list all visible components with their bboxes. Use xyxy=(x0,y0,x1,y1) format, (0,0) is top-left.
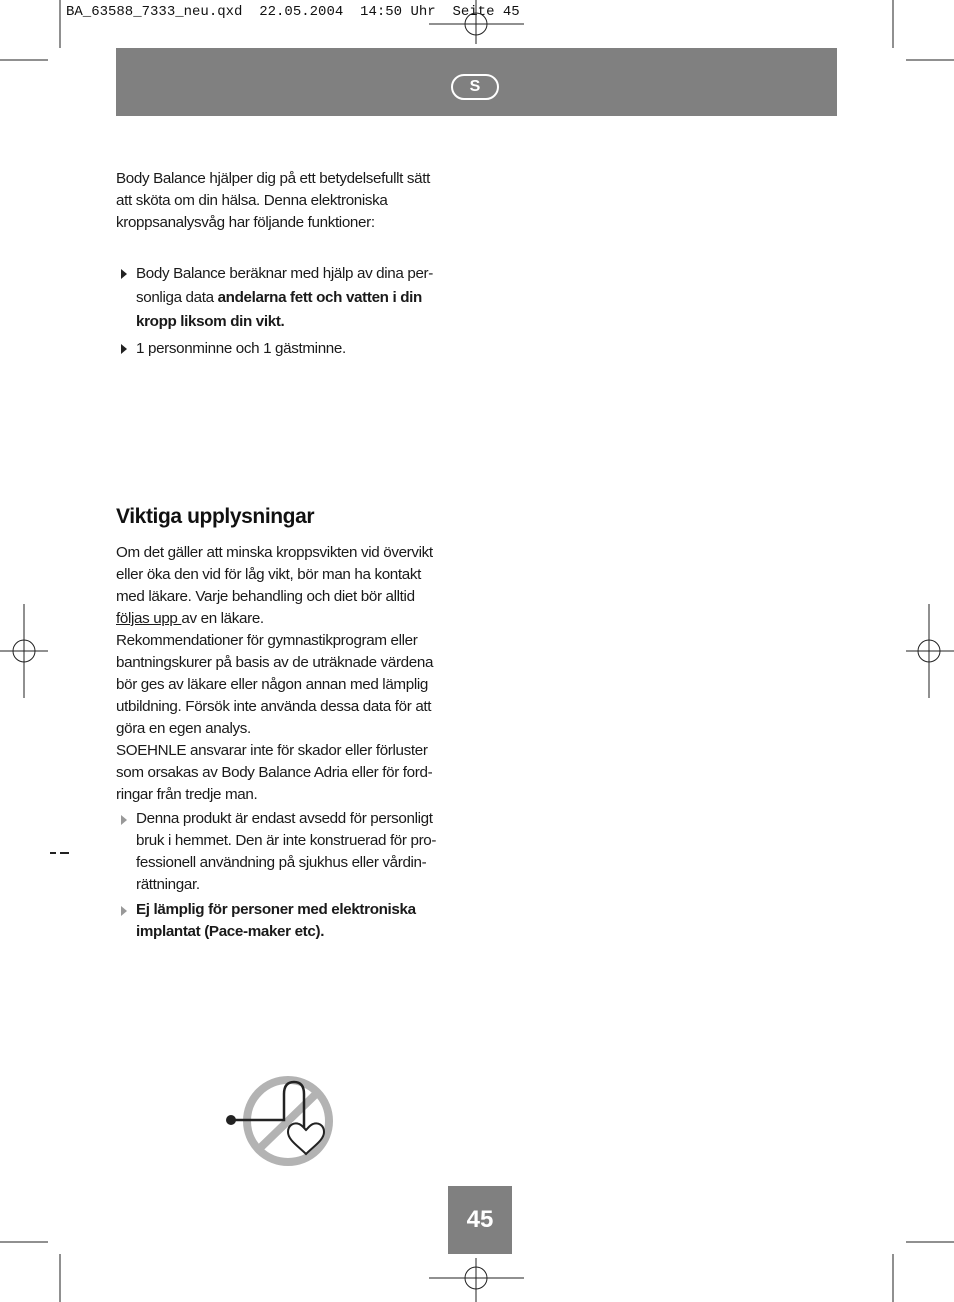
intro-line: att sköta om din hälsa. Denna elektroniska xyxy=(116,192,388,209)
intro-paragraph xyxy=(116,168,466,234)
list-item: 1 personminne och 1 gästminne. xyxy=(116,337,466,361)
page-number: 45 xyxy=(448,1186,512,1254)
list-item: Ej lämplig för personer med elektroniska implantat (Pace-maker etc). xyxy=(116,899,466,943)
intro-line: kroppsanalysvåg har följande funktioner: xyxy=(116,214,375,231)
triangle-right-icon xyxy=(121,269,127,279)
intro-line: Body Balance hjälper dig på ett betydelsefullt sätt xyxy=(116,170,430,187)
triangle-right-icon xyxy=(121,815,127,825)
file-slug: BA_63588_7333_neu.qxd 22.05.2004 14:50 Uhr Seite 45 xyxy=(66,4,520,20)
language-badge: S xyxy=(451,74,499,100)
triangle-right-icon xyxy=(121,906,127,916)
section-title: Viktiga upplysningar xyxy=(116,505,315,528)
no-pacemaker-icon xyxy=(222,1072,338,1170)
important-paragraphs: Om det gäller att minska kroppsvikten vid övervikt eller öka den vid för låg vikt, bör man ha kontakt med läkare. Varje behandling och diet bör alltid följas upp av en läkare. Rekommendationer för gymnastikprogram eller bantningskurer på basis av de uträknade värdena bör ges av läkare eller någon annan med lämplig utbildning. Försök inte använda dessa data för att göra en egen analys. SOEHNLE ansvarar inte för skador eller förluster som orsakas av Body Balance Adria eller för ford- ringar från tredje man. xyxy=(116,544,434,803)
list-item: Body Balance beräknar med hjälp av dina per- sonliga data andelarna fett och vatten i din kropp liksom din vikt. xyxy=(116,262,466,334)
list-item: Denna produkt är endast avsedd för personligt bruk i hemmet. Den är inte konstruerad för pro- fessionell användning på sjukhus eller vårdin- rättningar. xyxy=(116,808,466,896)
triangle-right-icon xyxy=(121,344,127,354)
warning-list xyxy=(116,808,466,943)
feature-list xyxy=(116,262,466,361)
